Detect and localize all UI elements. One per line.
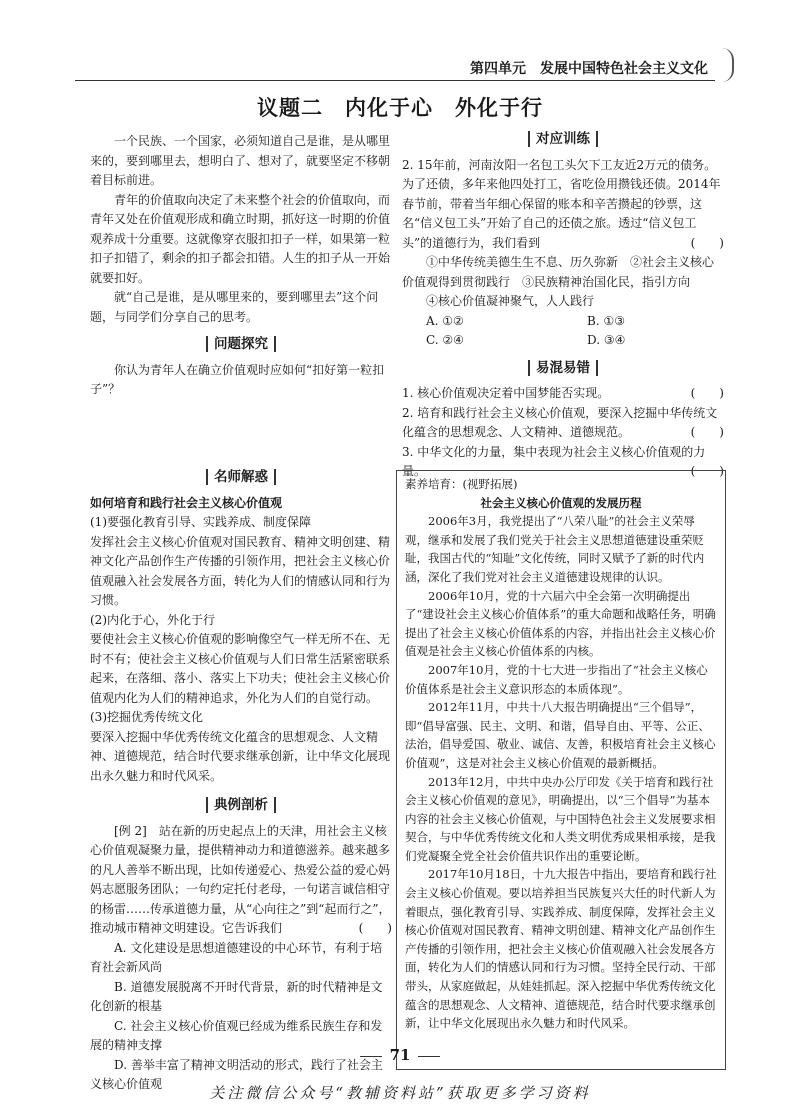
- example-question: [例 2] 站在新的历史起点上的天津，用社会主义核心价值观凝聚力量，提供精神动力和道德滋养。越来越多的凡人善举不断出现，比如传递爱心、热爱公益的爱心妈妈志愿服务团队；一句约定托付老母，一句诺言诚信相守的杨雷……传承道德力量，从“心向往之”到“起而行之”，推动城市精神文明建设。它告诉我们 ( ): [90, 823, 392, 935]
- suyang-paragraph-2: 2006年10月，党的十六届六中全会第一次明确提出了“建设社会主义核心价值体系”的重大命题和战略任务，明确提出了社会主义核心价值体系的内容，并指出社会主义核心价值观是社会主义核心价值体系的内核。: [405, 588, 716, 659]
- example-option-b: B. 道德发展脱离不开时代背景，新的时代精神是文化创新的根基: [90, 979, 383, 1013]
- section-heading-yihun: 易混易错: [402, 359, 724, 379]
- intro-paragraph-3: 就“自己是谁，是从哪里来的，要到哪里去”这个问题，与同学们分享自己的思考。: [90, 290, 379, 324]
- left-column: [90, 132, 392, 400]
- mingshi-item-3-head: (3)挖掘优秀传统文化: [90, 710, 203, 724]
- page-number-dash-left: [360, 1056, 382, 1057]
- mingshi-item-1-body: 发挥社会主义核心价值观对国民教育、精神文明创建、精神文化产品创作生产传播的引领作用，把社会主义核心价值观融入社会发展各方面，转化为人们的情感认同和行为习惯。: [90, 534, 391, 607]
- example-option-c: C. 社会主义核心价值观已经成为维系民族生存和发展的精神支撑: [90, 1018, 383, 1052]
- mingshi-section: [90, 460, 392, 1095]
- suyang-label: 素养培育：(视野拓展): [405, 477, 518, 491]
- training-option-b: B. ①③: [587, 313, 625, 328]
- section-heading-mingshi: 名师解惑: [90, 468, 392, 488]
- mingshi-item-2-body: 要使社会主义核心价值观的影响像空气一样无所不在、无时不有；使社会主义核心价值观与人们日常生活紧密联系起来，在落细、落小、落实上下功夫；使社会主义核心价值观内化为人们的精神追求，外化为人们的自觉行动。: [90, 632, 391, 705]
- training-option-c: C. ②④: [426, 333, 464, 347]
- mingshi-item-2-head: (2)内化于心，外化于行: [90, 612, 215, 627]
- mingshi-item-1-head: (1)要强化教育引导、实践养成、制度保障: [90, 515, 311, 529]
- running-header: 第四单元 发展中国特色社会主义文化: [470, 61, 708, 77]
- page-number-dash-right: [418, 1056, 440, 1057]
- suyang-title: 社会主义核心价值观的发展历程: [480, 495, 642, 510]
- example-option-a: A. 文化建设是思想道德建设的中心环节，有利于培育社会新风尚: [90, 940, 383, 974]
- header-bracket-decoration: [722, 48, 734, 82]
- yihun-item-1: 1. 核心价值观决定着中国梦能否实现。 ( ): [402, 386, 724, 400]
- training-statements-2: ④核心价值凝神聚气，人人践行: [426, 294, 595, 308]
- wenti-question: 你认为青年人在确立价值观时应如何“扣好第一粒扣子”？: [90, 362, 385, 396]
- training-option-d: D. ③④: [587, 333, 626, 347]
- training-option-a: A. ①②: [426, 313, 464, 328]
- mingshi-subtitle: 如何培育和践行社会主义核心价值观: [90, 495, 283, 510]
- suyang-paragraph-1: 2006年3月，我党提出了“八荣八耻”的社会主义荣辱观，继承和发展了我们党关于社会主义思想道德建设重荣贬耻，我国古代的“知耻”文化传统，同时又赋予了新的时代内涵，深化了我们党对社会主义道德建设规律的认识。: [405, 514, 705, 584]
- section-heading-duiying: 对应训练: [402, 130, 724, 150]
- yihun-item-2: 2. 培育和践行社会主义核心价值观，要深入挖掘中华传统文化蕴含的思想观念、人文精神、道德规范。 ( ): [402, 405, 724, 439]
- suyang-paragraph-5: 2013年12月，中共中央办公厅印发《关于培育和践行社会主义核心价值观的意见》，明确提出，以“三个倡导”为基本内容的社会主义核心价值观，与中国特色社会主义发展要求相契合，与中华优秀传统文化和人类文明优秀成果相承接，是我们党凝聚全党全社会价值共识作出的重要论断。: [405, 774, 716, 863]
- section-heading-dianli: 典例剖析: [90, 796, 392, 816]
- header-divider: [75, 80, 715, 81]
- suyang-paragraph-3: 2007年10月，党的十七大进一步指出了“社会主义核心价值体系是社会主义意识形态的本质体现”。: [405, 662, 708, 696]
- section-heading-wenti: 问题探究: [90, 335, 392, 355]
- suyang-paragraph-6: 2017年10月18日，十九大报告中指出，要培育和践行社会主义核心价值观。要以培养担当民族复兴大任的时代新人为着眼点，强化教育引导、实践养成、制度保障，发挥社会主义核心价值观对国民教育、精神文明创建、精神文化产品创作生产传播的引领作用，把社会主义核心价值观融入社会发展各方面，转化为人们的情感认同和行为习惯。坚持全民行动、干部带头，从家庭做起，从娃娃抓起。深入挖掘中华优秀传统文化蕴含的思想观念、人文精神、道德规范，结合时代要求继承创新，让中华文化展现出永久魅力和时代风采。: [405, 867, 717, 1031]
- suyang-box: [396, 470, 726, 1070]
- suyang-paragraph-4: 2012年11月，中共十八大报告明确提出“三个倡导”，即“倡导富强、民主、文明、和谐，倡导自由、平等、公正、法治，倡导爱国、敬业、诚信、友善，积极培育社会主义核心价值观”，这是对社会主义核心价值观的最新概括。: [405, 700, 716, 770]
- training-question: 2. 15年前，河南汝阳一名包工头欠下工友近2万元的债务。为了还债，多年来他四处打工，省吃俭用攒钱还债。2014年春节前，带着当年细心保留的账本和辛苦攒起的钞票，这名“信义包工头”开始了自己的还债之旅。透过“信义包工头”的道德行为，我们看到 ( ): [402, 157, 724, 250]
- footer-notice: 关注微信公众号“教辅资料站”获取更多学习资料: [209, 1084, 591, 1102]
- yihun-item-3: 3. 中华文化的力量，集中表现为社会主义核心价值观的力量。 ( ): [402, 444, 724, 478]
- example-option-d: D. 善举丰富了精神文明活动的形式，践行了社会主义核心价值观: [90, 1057, 383, 1091]
- training-options-row-1: [402, 312, 724, 332]
- page-title: 议题二 内化于心 外化于行: [257, 96, 543, 120]
- training-statements-1: ①中华传统美德生生不息、历久弥新 ②社会主义核心价值观得到贯彻践行 ③民族精神治国化民，指引方向: [402, 255, 715, 289]
- mingshi-item-3-body: 要深入挖掘中华优秀传统文化蕴含的思想观念、人文精神、道德规范，结合时代要求继承创新，让中华文化展现出永久魅力和时代风采。: [90, 729, 391, 783]
- intro-paragraph-2: 青年的价值取向决定了未来整个社会的价值取向，而青年又处在价值观形成和确立时期，抓好这一时期的价值观养成十分重要。这就像穿衣服扣扣子一样，如果第一粒扣子扣错了，剩余的扣子都会扣错。人生的扣子从一开始就要扣好。: [90, 192, 391, 285]
- training-options-row-2: [402, 331, 724, 351]
- intro-paragraph-1: 一个民族、一个国家，必须知道自己是谁，是从哪里来的，要到哪里去，想明白了、想对了，就要坚定不移朝着目标前进。: [90, 134, 391, 187]
- right-column: [402, 130, 724, 482]
- page-number: 71: [0, 1046, 800, 1064]
